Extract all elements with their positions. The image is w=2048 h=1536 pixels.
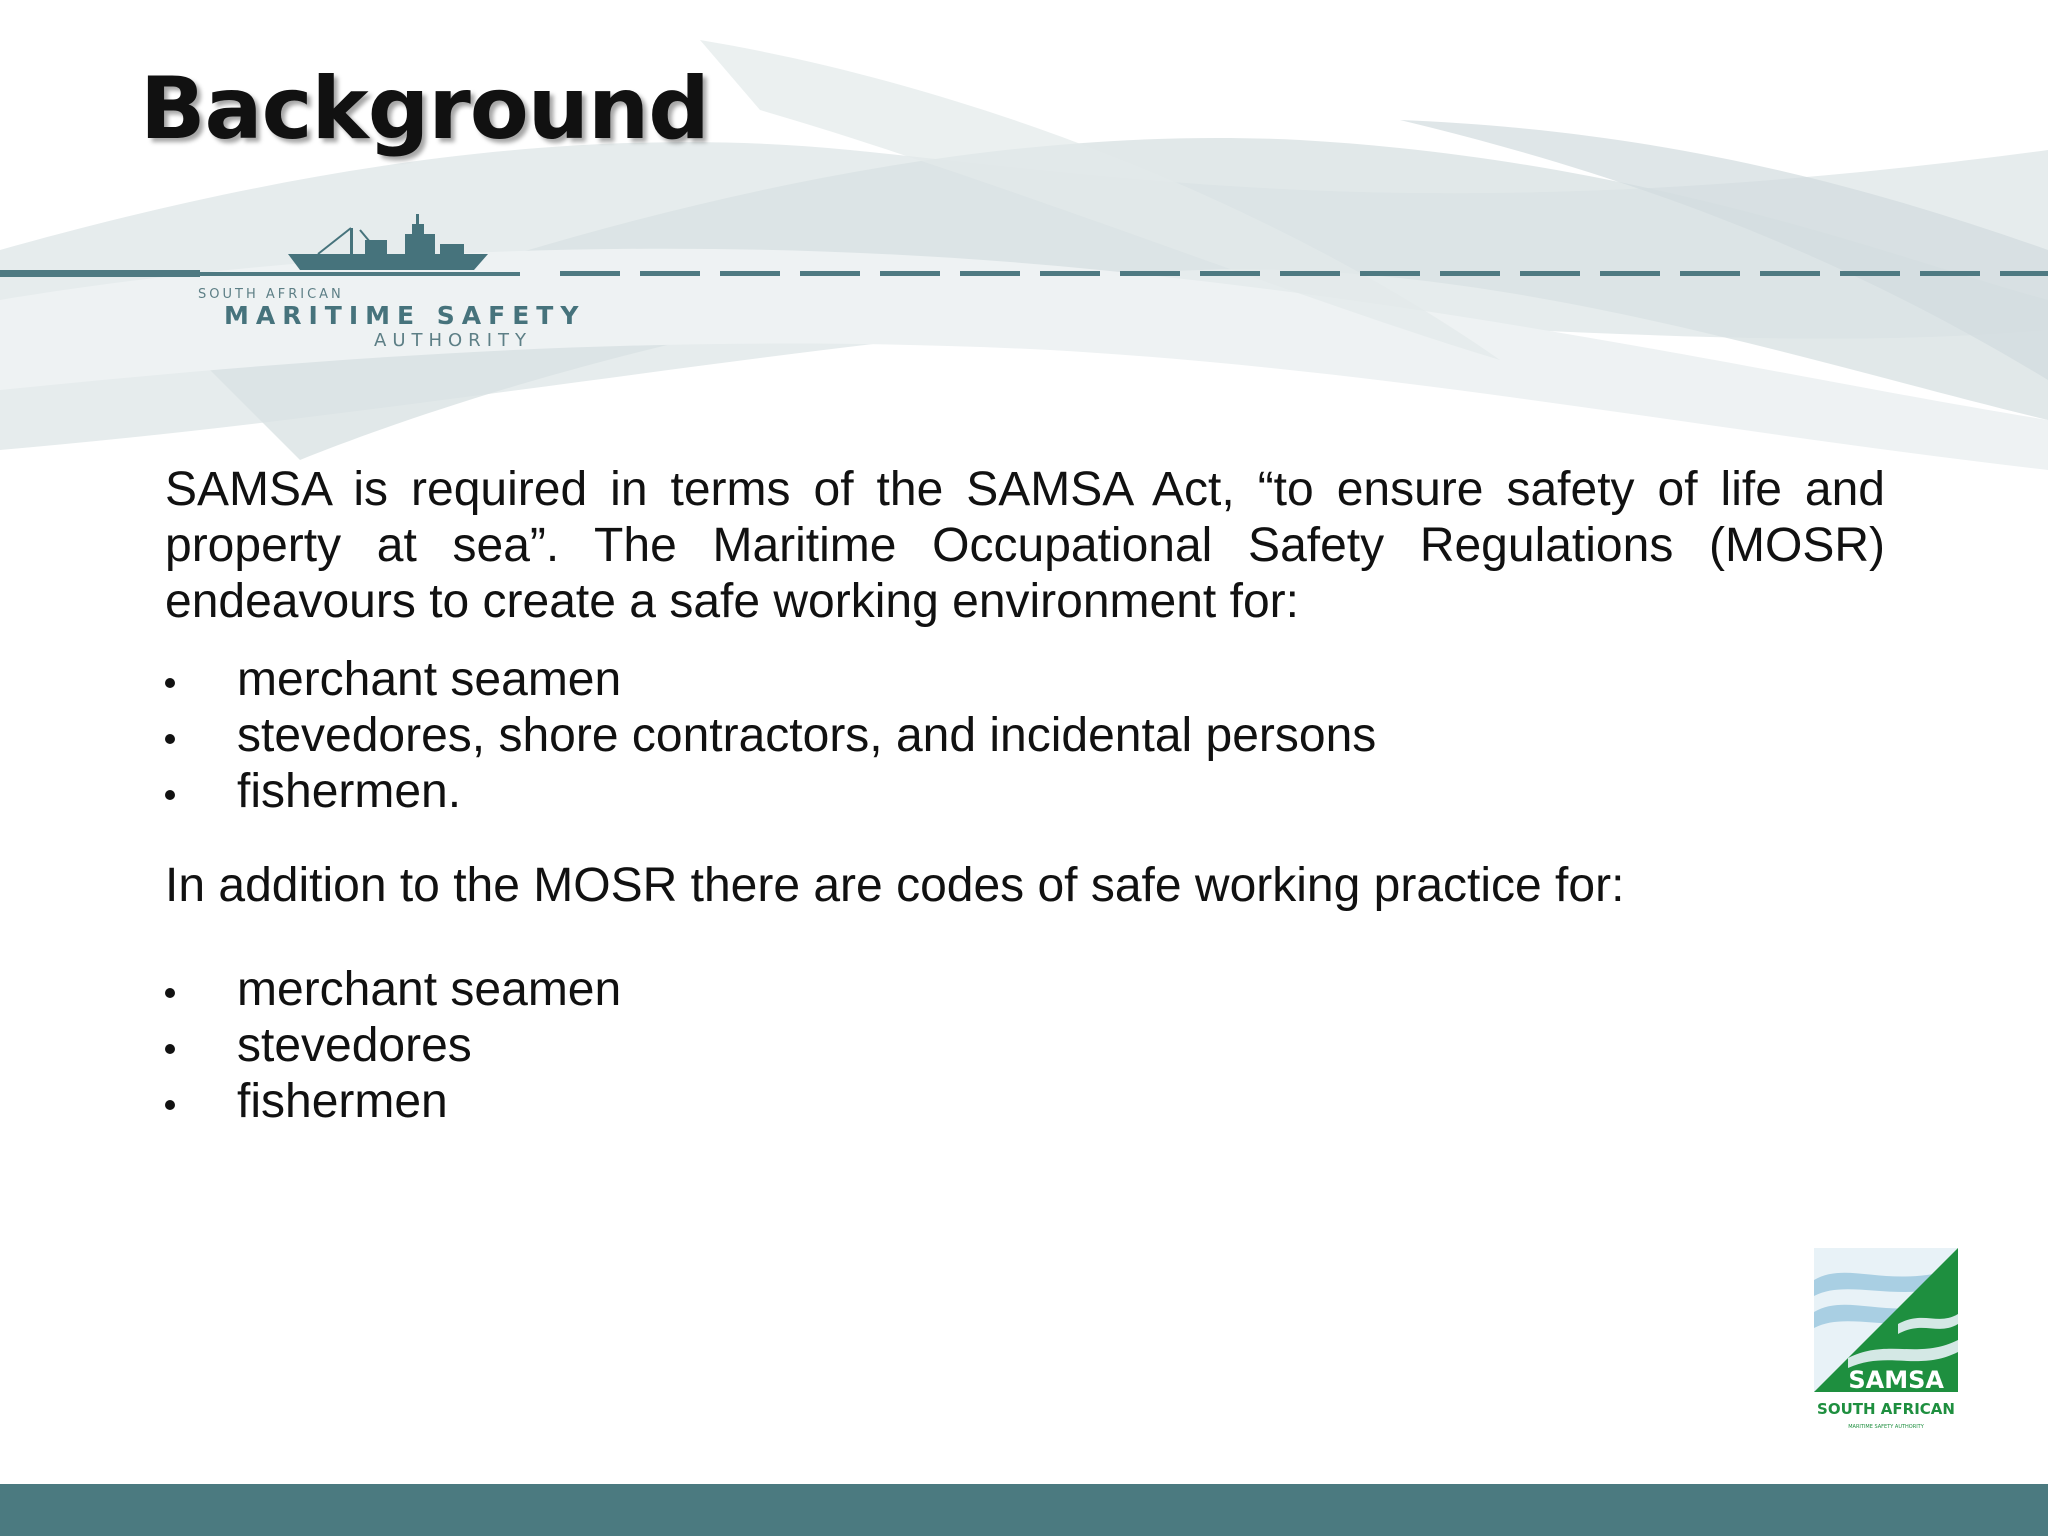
list-item-label: fishermen [237,1075,448,1128]
list-item [165,1074,1885,1130]
bullet-icon [165,1100,175,1110]
samsa-logo-fine-print: MARITIME SAFETY AUTHORITY [1848,1424,1924,1430]
list-item-label: stevedores [237,1019,472,1072]
mosr-list [165,652,1885,820]
bullet-icon [165,988,175,998]
samsa-logo-name: SAMSA [1848,1366,1944,1394]
list-item [165,652,1885,708]
list-item [165,708,1885,764]
list-item [165,962,1885,1018]
bullet-icon [165,790,175,800]
list-item [165,764,1885,820]
bullet-icon [165,1044,175,1054]
list-item [165,1018,1885,1074]
header-logo-main-text: MARITIME SAFETY [224,301,586,330]
list-item-label: merchant seamen [237,653,622,706]
codes-paragraph: In addition to the MOSR there are codes of safe working practice for: [165,859,1625,912]
list-item-label: fishermen. [237,765,462,818]
list-item-label: merchant seamen [237,963,622,1016]
slide-title: Background [140,59,709,159]
slide-body [165,462,1885,1130]
samsa-logo-tagline: SOUTH AFRICAN [1817,1400,1955,1418]
footer-bar [0,1484,2048,1536]
bullet-icon [165,678,175,688]
header-logo-sub-text: AUTHORITY [374,330,532,351]
bullet-icon [165,734,175,744]
samsa-logo [1808,1240,1964,1440]
ship-icon [0,210,2048,360]
codes-list [165,962,1885,1130]
list-item-label: stevedores, shore contractors, and incidental persons [237,709,1377,762]
header-logo-small-text: SOUTH AFRICAN [198,287,344,302]
intro-paragraph: SAMSA is required in terms of the SAMSA Act, “to ensure safety of life and property at sea”. The Maritime Occupational Safety Regulations (MOSR) endeavours to create a safe working environment for: [165,463,1885,628]
